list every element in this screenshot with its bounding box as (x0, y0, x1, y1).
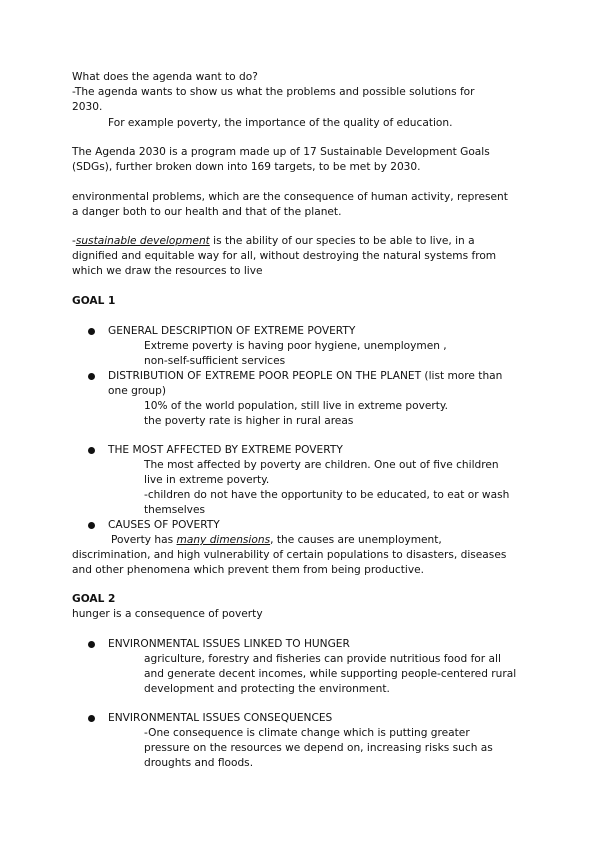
sd-line: dignified and equitable way for all, without destroying the natural systems from (72, 250, 497, 262)
bullet-text: live in extreme poverty. (144, 474, 270, 486)
question: What does the agenda want to do? (72, 71, 258, 83)
bullet-text: 10% of the world population, still live in extreme poverty. (144, 400, 449, 412)
bullet-text: pressure on the resources we depend on, increasing risks such as (144, 742, 493, 754)
bullet-text: -children do not have the opportunity to be educated, to eat or wash (144, 489, 510, 501)
goal-2-heading: GOAL 2 (72, 593, 116, 605)
bullet-heading: DISTRIBUTION OF EXTREME POOR PEOPLE ON THE PLANET (list more than (108, 370, 503, 382)
causes-pre: Poverty has (111, 534, 177, 546)
causes-post: , the causes are unemployment, (270, 534, 442, 546)
many-dimensions-term: many dimensions (176, 534, 271, 546)
bullet-icon (88, 715, 95, 722)
bullet-heading: ENVIRONMENTAL ISSUES LINKED TO HUNGER (108, 638, 350, 650)
bullet-heading: ENVIRONMENTAL ISSUES CONSEQUENCES (108, 712, 333, 724)
example-line: For example poverty, the importance of the quality of education. (108, 117, 453, 129)
bullet-icon (88, 641, 95, 648)
causes-line (111, 533, 442, 548)
env-line: environmental problems, which are the consequence of human activity, represent (72, 191, 508, 203)
causes-line: discrimination, and high vulnerability of certain populations to disasters, diseases (72, 549, 507, 561)
bullet-icon (88, 522, 95, 529)
goal-1-heading: GOAL 1 (72, 295, 116, 307)
bullet-icon (88, 328, 95, 335)
agenda-line: The Agenda 2030 is a program made up of 17 Sustainable Development Goals (72, 146, 490, 158)
bullet-text: droughts and floods. (144, 757, 254, 769)
bullet-heading: THE MOST AFFECTED BY EXTREME POVERTY (108, 444, 343, 456)
bullet-heading: CAUSES OF POVERTY (108, 519, 220, 531)
dash: - (72, 235, 76, 247)
env-line: a danger both to our health and that of the planet. (72, 206, 342, 218)
sustainable-development-line (72, 234, 475, 249)
bullet-heading: one group) (108, 385, 166, 397)
bullet-text: non-self-sufficient services (144, 355, 286, 367)
bullet-text: The most affected by poverty are children. One out of five children (144, 459, 499, 471)
bullet-text: Extreme poverty is having poor hygiene, unemploymen , (144, 340, 447, 352)
bullet-text: themselves (144, 504, 205, 516)
bullet-heading: GENERAL DESCRIPTION OF EXTREME POVERTY (108, 325, 356, 337)
sd-rest: is the ability of our species to be able to live, in a (209, 235, 475, 247)
bullet-icon (88, 373, 95, 380)
bullet-icon (88, 447, 95, 454)
bullet-text: development and protecting the environment. (144, 683, 390, 695)
sustainable-development-term: sustainable development (75, 235, 210, 247)
goal-2-subtitle: hunger is a consequence of poverty (72, 608, 263, 620)
intro-line: -The agenda wants to show us what the problems and possible solutions for (72, 86, 475, 98)
bullet-text: agriculture, forestry and fisheries can provide nutritious food for all (144, 653, 501, 665)
causes-line: and other phenomena which prevent them from being productive. (72, 564, 424, 576)
sd-line: which we draw the resources to live (72, 265, 263, 277)
agenda-line: (SDGs), further broken down into 169 targets, to be met by 2030. (72, 161, 421, 173)
bullet-text: -One consequence is climate change which is putting greater (144, 727, 470, 739)
intro-line: 2030. (72, 101, 103, 113)
bullet-text: the poverty rate is higher in rural areas (144, 415, 354, 427)
bullet-text: and generate decent incomes, while supporting people-centered rural (144, 668, 517, 680)
